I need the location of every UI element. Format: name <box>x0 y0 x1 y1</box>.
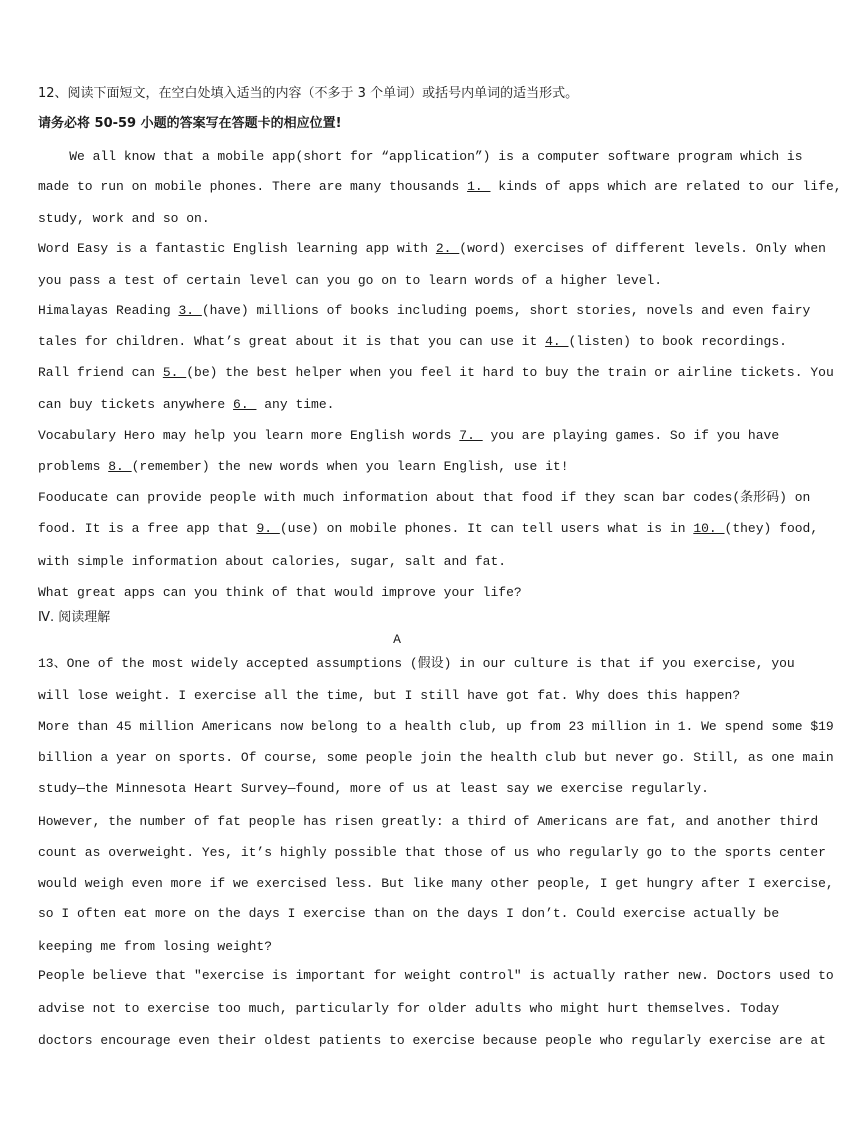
q13-line-2: will lose weight. I exercise all the time, but I still have got fat. Why does this happen? <box>38 688 741 703</box>
q12-line-8: Rall friend can 5. (be) the best helper when you feel it hard to buy the train or airline tickets. You <box>38 365 834 380</box>
blank-10: 10. <box>693 521 725 536</box>
q13-line-11: People believe that ″exercise is important for weight control″ is actually rather new. Doctors used to <box>38 968 834 983</box>
q12-line-10: Vocabulary Hero may help you learn more English words 7. you are playing games. So if you have <box>38 428 780 443</box>
blank-5: 5. <box>162 365 187 380</box>
q12-line-12: Fooducate can provide people with much information about that food if they scan bar codes(条形码) on <box>38 490 811 505</box>
blank-9: 9. <box>256 521 280 536</box>
q13-line-5: study—the Minnesota Heart Survey—found, more of us at least say we exercise regularly. <box>38 781 709 796</box>
q12-line-9: can buy tickets anywhere 6. any time. <box>38 397 335 412</box>
q12-line-4: Word Easy is a fantastic English learning app with 2. (word) exercises of different levels. Only when <box>38 241 826 256</box>
q13-line-1: 13、One of the most widely accepted assumptions (假设) in our culture is that if you exercise, you <box>38 656 795 671</box>
q13-line-8: would weigh even more if we exercised less. But like many other people, I get hungry after I exercise, <box>38 876 834 891</box>
passage-label: A <box>393 632 401 647</box>
blank-1: 1. <box>467 179 491 194</box>
section-heading: Ⅳ. 阅读理解 <box>38 610 111 625</box>
q13-line-12: advise not to exercise too much, particularly for older adults who might hurt themselves. Today <box>38 1001 780 1016</box>
q13-line-3: More than 45 million Americans now belong to a health club, up from 23 million in 1. We spend some $19 <box>38 719 834 734</box>
q12-line-5: you pass a test of certain level can you go on to learn words of a higher level. <box>38 273 663 288</box>
q12-line-2: made to run on mobile phones. There are many thousands 1. kinds of apps which are related to our life, <box>38 179 842 194</box>
q12-line-6: Himalayas Reading 3. (have) millions of books including poems, short stories, novels and even fairy <box>38 303 811 318</box>
q13-line-7: count as overweight. Yes, it’s highly possible that those of us who regularly go to the sports center <box>38 845 826 860</box>
q13-line-10: keeping me from losing weight? <box>38 939 273 954</box>
q12-line-15: What great apps can you think of that would improve your life? <box>38 585 522 600</box>
q12-line-3: study, work and so on. <box>38 211 210 226</box>
q12-heading: 12、阅读下面短文，在空白处填入适当的内容（不多于 3 个单词）或括号内单词的适当形式。 <box>38 86 579 101</box>
q12-line-7: tales for children. What’s great about it is that you can use it 4. (listen) to book recordings. <box>38 334 787 349</box>
q12-line-13: food. It is a free app that 9. (use) on mobile phones. It can tell users what is in 10. (they) food, <box>38 521 819 536</box>
q13-line-4: billion a year on sports. Of course, some people join the health club but never go. Still, as one main <box>38 750 834 765</box>
q12-line-14: with simple information about calories, sugar, salt and fat. <box>38 554 507 569</box>
q13-line-6: However, the number of fat people has risen greatly: a third of Americans are fat, and another third <box>38 814 819 829</box>
blank-3: 3. <box>178 303 202 318</box>
blank-8: 8. <box>108 459 132 474</box>
q12-line-11: problems 8. (remember) the new words when you learn English, use it! <box>38 459 569 474</box>
blank-2: 2. <box>435 241 460 256</box>
blank-7: 7. <box>459 428 483 443</box>
blank-6: 6. <box>233 397 257 412</box>
q12-instruction: 请务必将 50-59 小题的答案写在答题卡的相应位置! <box>38 116 342 131</box>
q12-line-1: We all know that a mobile app(short for “application”) is a computer software program which is <box>38 149 803 164</box>
blank-4: 4. <box>545 334 569 349</box>
q13-line-9: so I often eat more on the days I exercise than on the days I don’t. Could exercise actually be <box>38 906 780 921</box>
q13-line-13: doctors encourage even their oldest patients to exercise because people who regularly exercise are at <box>38 1033 826 1048</box>
